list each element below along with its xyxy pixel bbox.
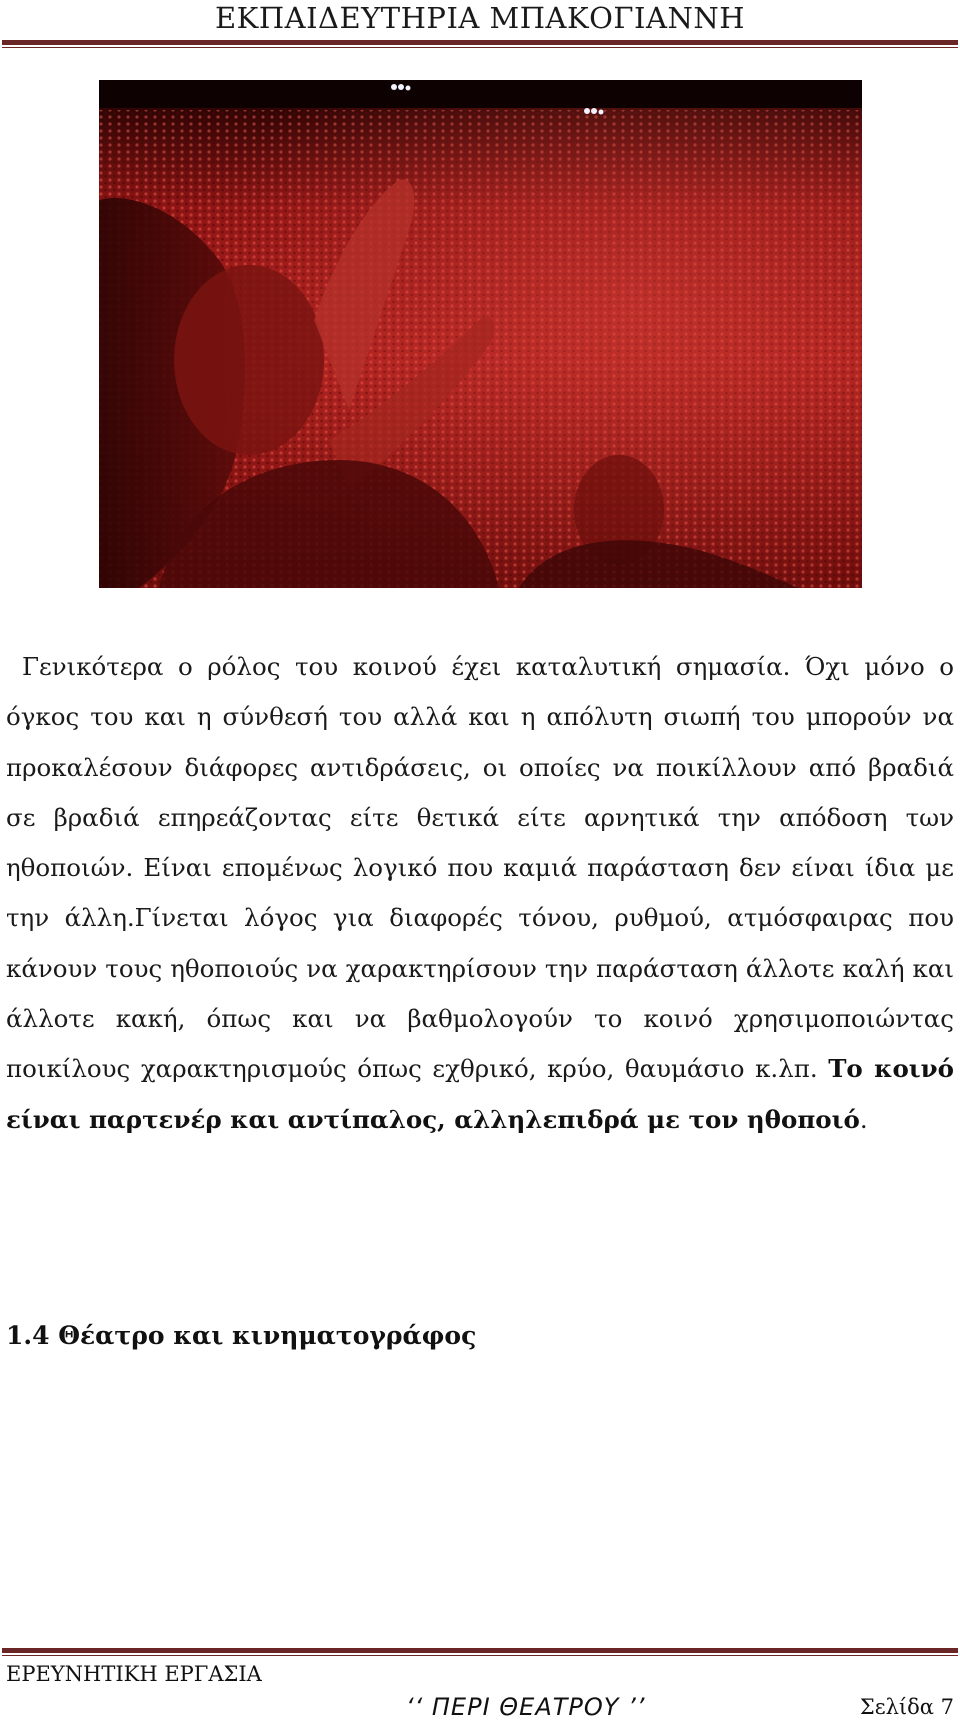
footer-rule-thin — [2, 1655, 958, 1656]
footer-left-text: ΕΡΕΥΝΗΤΙΚΗ ΕΡΓΑΣΙΑ — [6, 1662, 262, 1686]
body-bold-text: Το κοινό είναι παρτενέρ και αντίπαλος, αλληλεπιδρά με τον ηθοποιό — [6, 1054, 954, 1134]
body-text: Γενικότερα ο ρόλος του κοινού έχει καταλυτική σημασία. Όχι μόνο ο όγκος του και η σύνθεσή του αλλά και η απόλυτη σιωπή του μπορούν να προκαλέσουν διάφορες αντιδράσεις, οι οποίες να ποικίλλουν από βραδιά σε βραδιά επηρεάζοντας είτε θετικά είτε αρνητικά την απόδοση των ηθοποιών. Είναι επομένως λογικό που καμιά παράσταση δεν είναι ίδια με την άλλη.Γίνεται λόγος για διαφορές τόνου, ρυθμού, ατμόσφαιρας που κάνουν τους ηθοποιούς να χαρακτηρίσουν την παράσταση άλλοτε καλή και άλλοτε κακή, όπως και να βαθμολογούν το κοινό χρησιμοποιώντας ποικίλους χαρακτηρισμούς όπως εχθρικό, κρύο, θαυμάσιο κ.λπ. — [6, 652, 954, 1084]
body-paragraph — [6, 642, 954, 1145]
body-text-end: . — [859, 1104, 868, 1134]
section-heading: 1.4 Θέατρο και κινηματογράφος — [6, 1321, 477, 1350]
page-number: Σελίδα 7 — [859, 1695, 954, 1719]
footer-rule-thick — [2, 1648, 958, 1653]
audience-photo-graphic — [99, 80, 862, 588]
header-rule-thin — [2, 47, 958, 48]
footer-center-text: ‘‘ ΠΕΡΙ ΘΕΑΤΡΟΥ ’’ — [406, 1693, 646, 1721]
audience-photo — [99, 80, 862, 588]
page-header-title: ΕΚΠΑΙΔΕΥΤΗΡΙΑ ΜΠΑΚΟΓΙΑΝΝΗ — [215, 1, 745, 35]
header-rule-thick — [2, 40, 958, 45]
